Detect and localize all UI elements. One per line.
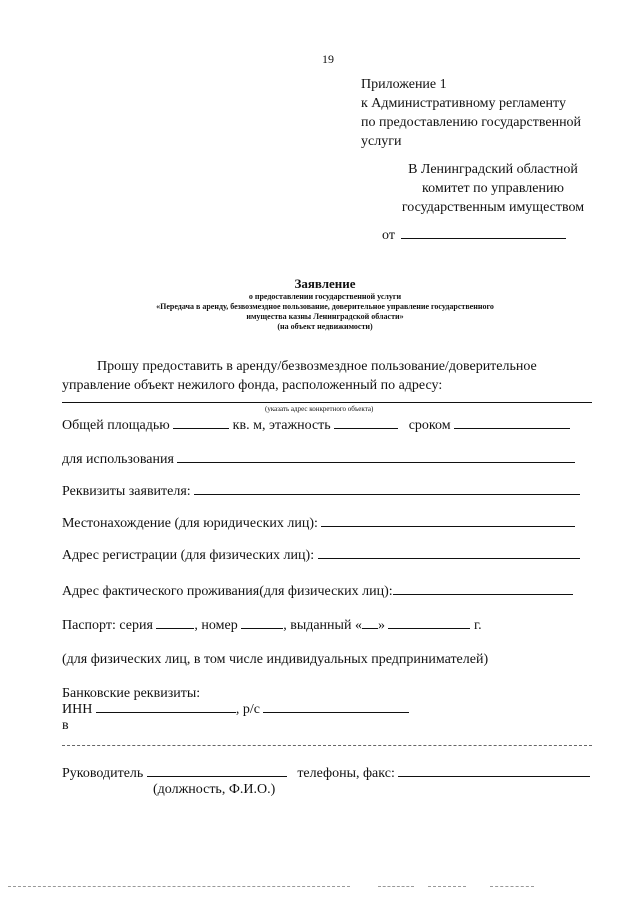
addressee-line: В Ленинградский областной (408, 162, 578, 177)
location-row (62, 514, 575, 533)
requisites-label: Реквизиты заявителя: (62, 484, 191, 499)
addressee-line: государственным имуществом (401, 200, 585, 215)
intro-line: Прошу предоставить в аренду/безвозмездное пользование/доверительное (97, 359, 537, 374)
requisites-row (62, 482, 580, 501)
appendix-block (361, 75, 581, 151)
appendix-line: Приложение 1 (361, 77, 447, 92)
subtitle-line: о предоставлении государственной услуги (248, 292, 402, 301)
area-label: Общей площадью (62, 418, 170, 433)
registration-row (62, 546, 580, 565)
appendix-line: услуги (361, 134, 402, 149)
passport-row (62, 616, 482, 635)
head-row (62, 764, 590, 783)
registration-blank[interactable] (318, 547, 580, 559)
rs-label: , р/с (235, 702, 260, 717)
phones-label: телефоны, факс: (297, 766, 395, 781)
intro-line: управление объект нежилого фонда, расположенный по адресу: (62, 378, 443, 393)
inn-label: ИНН (62, 702, 93, 717)
bank-in-blank[interactable] (62, 745, 592, 746)
head-blank[interactable] (147, 765, 287, 777)
appendix-line: к Административному регламенту (361, 96, 566, 111)
from-label: от (382, 228, 395, 243)
area-blank[interactable] (173, 417, 229, 429)
bank-inn-row (62, 700, 409, 719)
document-title: Заявление (294, 276, 356, 291)
passport-issued-close: » (377, 618, 385, 633)
individuals-note: (для физических лиц, в том числе индивидуальных предпринимателей) (62, 652, 489, 667)
bank-label: Банковские реквизиты: (62, 686, 201, 701)
title-block (100, 276, 550, 332)
term-blank[interactable] (454, 417, 570, 429)
position-hint: (должность, Ф.И.О.) (153, 782, 276, 797)
area-unit: кв. м, этажность (232, 418, 331, 433)
rs-blank[interactable] (263, 701, 409, 713)
passport-number-label: , номер (194, 618, 238, 633)
bottom-divider (8, 886, 350, 887)
location-blank[interactable] (321, 515, 575, 527)
location-label: Местонахождение (для юридических лиц): (62, 516, 318, 531)
passport-issued-label: , выданный « (283, 618, 362, 633)
appendix-line: по предоставлению государственной (361, 115, 582, 130)
bank-in-label: в (62, 718, 69, 733)
bottom-divider (378, 886, 414, 887)
usage-blank[interactable] (177, 451, 575, 463)
from-blank[interactable] (401, 227, 566, 239)
subtitle-line: «Передача в аренду, безвозмездное пользование, доверительное управление государственного (156, 302, 494, 311)
subtitle-line: (на объект недвижимости) (277, 322, 373, 331)
addressee-block (398, 160, 588, 217)
inn-blank[interactable] (96, 701, 236, 713)
passport-number-blank[interactable] (241, 617, 283, 629)
phones-blank[interactable] (398, 765, 590, 777)
bottom-divider (490, 886, 534, 887)
passport-month-blank[interactable] (388, 617, 470, 629)
passport-day-blank[interactable] (362, 617, 378, 629)
passport-series-blank[interactable] (156, 617, 194, 629)
residence-label: Адрес фактического проживания(для физических лиц): (62, 584, 393, 599)
page-number: 19 (322, 52, 334, 66)
passport-year-label: г. (473, 618, 482, 633)
residence-blank[interactable] (393, 583, 573, 595)
from-row (382, 227, 566, 244)
requisites-blank[interactable] (194, 483, 580, 495)
address-hint: (указать адрес конкретного объекта) (265, 405, 374, 413)
usage-row (62, 450, 575, 469)
area-row (62, 416, 570, 435)
term-label: сроком (408, 418, 451, 433)
bottom-divider (428, 886, 466, 887)
registration-label: Адрес регистрации (для физических лиц): (62, 548, 315, 563)
address-blank[interactable] (62, 402, 592, 403)
usage-label: для использования (62, 452, 174, 467)
residence-row (62, 582, 573, 601)
addressee-line: комитет по управлению (422, 181, 564, 196)
subtitle-line: имущества казны Ленинградской области» (246, 312, 404, 321)
passport-series-label: Паспорт: серия (62, 618, 153, 633)
head-label: Руководитель (62, 766, 144, 781)
floors-blank[interactable] (334, 417, 398, 429)
